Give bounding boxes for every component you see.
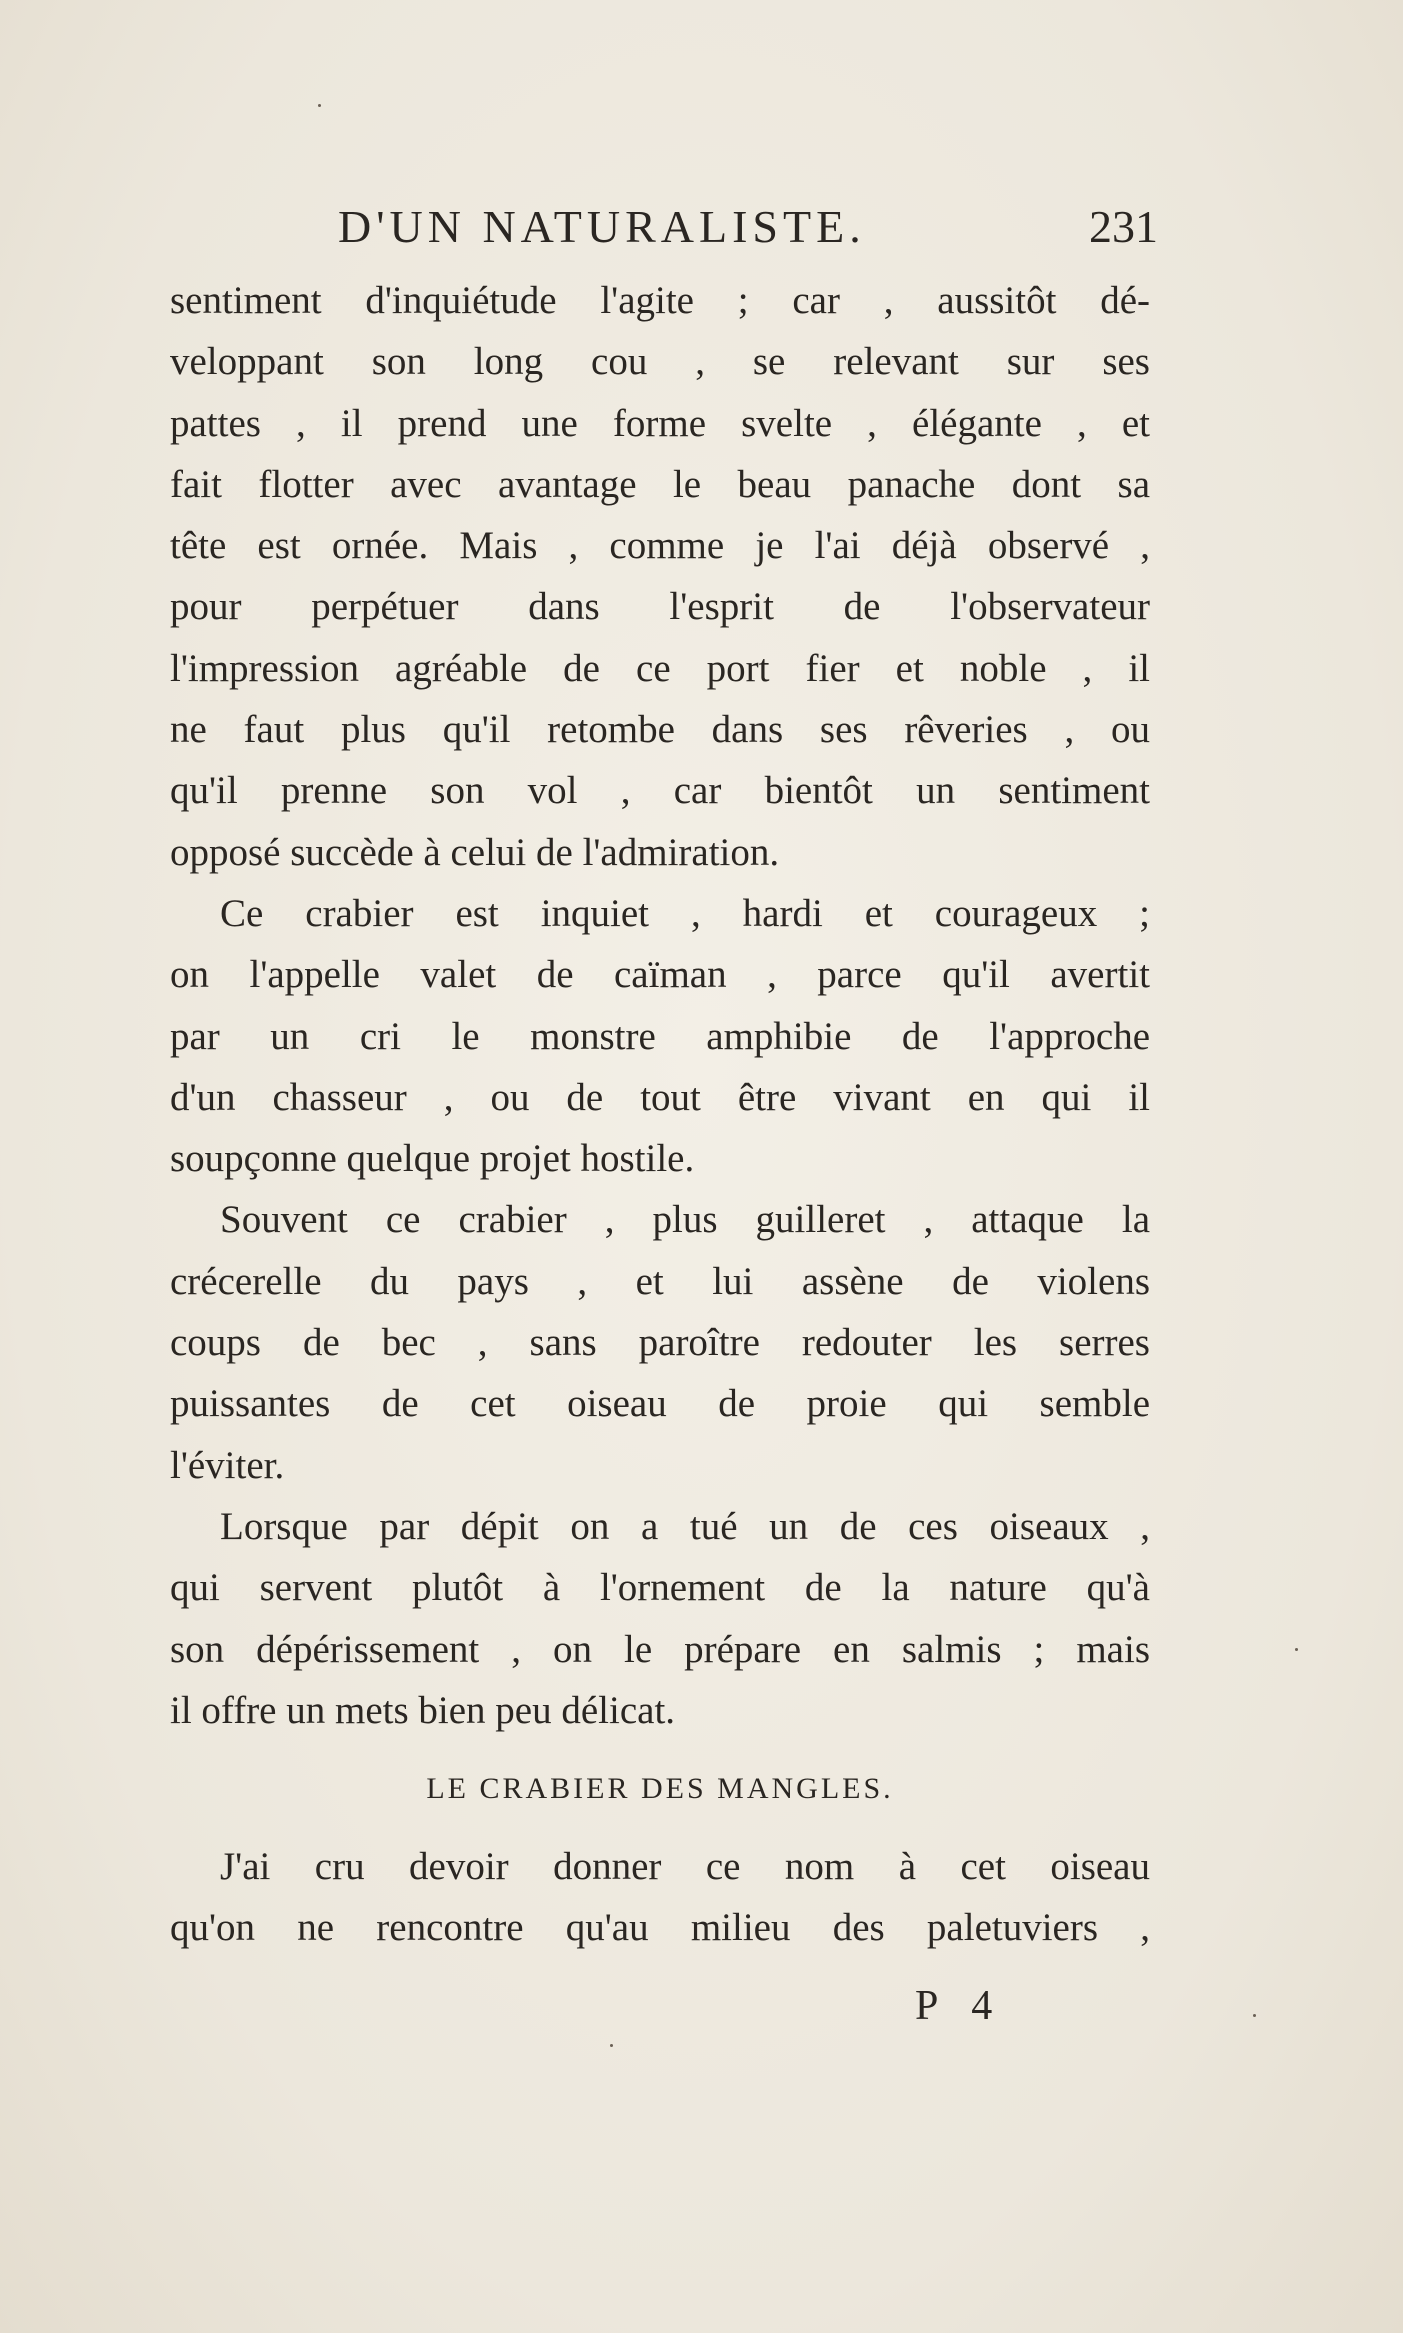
text-line: sentiment d'inquiétude l'agite ; car , aussitôt dé- (170, 279, 1150, 322)
running-head: D'UN NATURALISTE. (338, 201, 866, 252)
text-line: qu'on ne rencontre qu'au milieu des paletuviers , (170, 1906, 1150, 1950)
text-line: Souvent ce crabier , plus guilleret , attaque la (220, 1198, 1150, 1242)
text-line: crécerelle du pays , et lui assène de violens (170, 1259, 1150, 1303)
paper-speck (318, 104, 321, 107)
text-line: soupçonne quelque projet hostile. (170, 1137, 695, 1181)
paper-speck (610, 2044, 613, 2047)
paper-speck (1295, 1648, 1298, 1651)
section-heading: LE CRABIER DES MANGLES. (426, 1772, 894, 1806)
page-number: 231 (1089, 201, 1158, 252)
signature-mark: P 4 (915, 1983, 1005, 2029)
text-line: pattes , il prend une forme svelte , élégante , et (170, 401, 1150, 445)
text-line: on l'appelle valet de caïman , parce qu'il avertit (170, 953, 1150, 997)
text-line: Lorsque par dépit on a tué un de ces oiseaux , (220, 1504, 1150, 1548)
paper-speck (1253, 2014, 1256, 2017)
page-header (338, 200, 1158, 260)
text-line: qui servent plutôt à l'ornement de la nature qu'à (170, 1566, 1150, 1610)
text-line: ne faut plus qu'il retombe dans ses rêveries , ou (170, 708, 1150, 752)
text-line: veloppant son long cou , se relevant sur ses (170, 340, 1150, 384)
text-line: puissantes de cet oiseau de proie qui semble (170, 1382, 1150, 1426)
text-line: d'un chasseur , ou de tout être vivant en qui il (170, 1075, 1150, 1119)
text-line: opposé succède à celui de l'admiration. (170, 830, 780, 874)
text-line: par un cri le monstre amphibie de l'approche (170, 1014, 1150, 1058)
text-line: qu'il prenne son vol , car bientôt un sentiment (170, 769, 1150, 813)
text-line: il offre un mets bien peu délicat. (170, 1688, 676, 1732)
text-line: Ce crabier est inquiet , hardi et courageux ; (220, 891, 1150, 935)
text-line: son dépérissement , on le prépare en salmis ; mais (170, 1627, 1150, 1671)
body-text (170, 270, 1150, 1959)
text-line: l'impression agréable de ce port fier et noble , il (170, 646, 1150, 690)
text-line: tête est ornée. Mais , comme je l'ai déjà observé , (170, 524, 1150, 568)
text-line: pour perpétuer dans l'esprit de l'observateur (170, 585, 1150, 629)
text-line: coups de bec , sans paroître redouter les serres (170, 1321, 1150, 1365)
text-line: J'ai cru devoir donner ce nom à cet oiseau (220, 1845, 1150, 1889)
text-line: l'éviter. (170, 1443, 285, 1487)
text-line: fait flotter avec avantage le beau panache dont sa (170, 462, 1150, 506)
